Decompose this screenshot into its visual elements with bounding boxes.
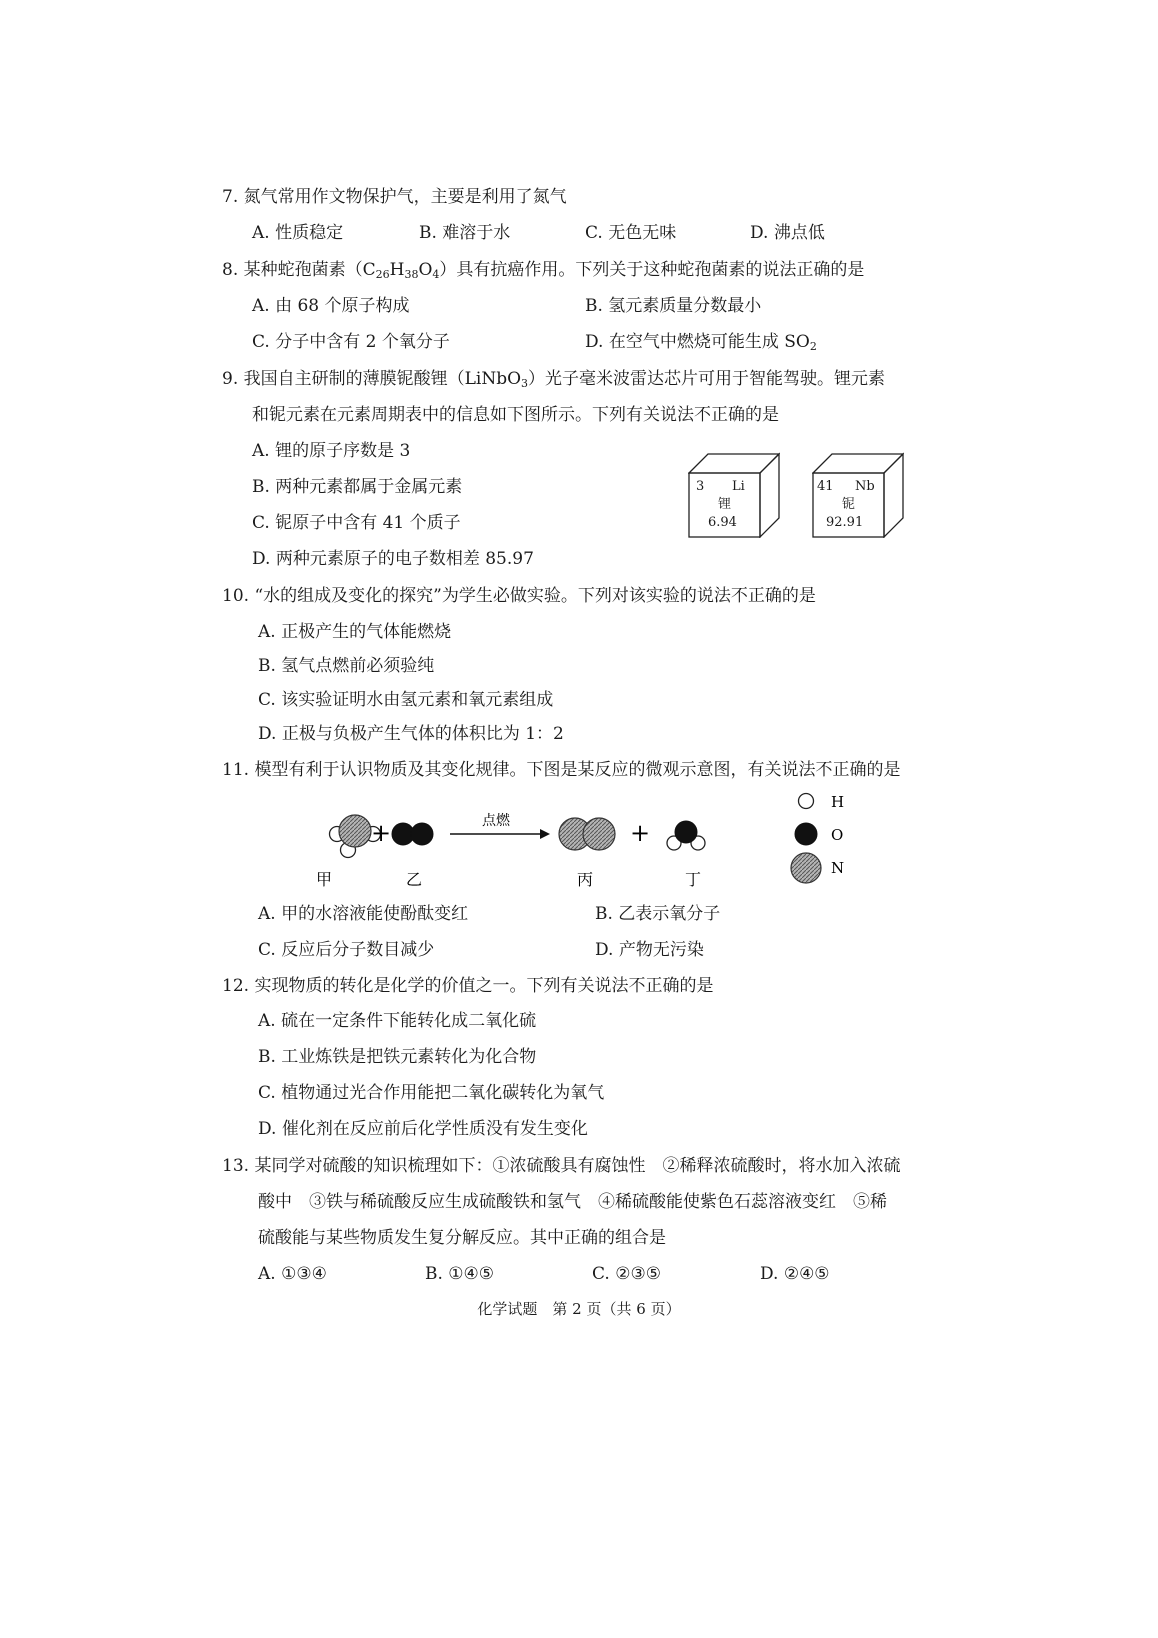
- q7-option-a: A. 性质稳定: [252, 223, 344, 243]
- q12-stem: 12. 实现物质的转化是化学的价值之一。下列有关说法不正确的是: [222, 976, 714, 996]
- label-yi: 乙: [406, 870, 423, 889]
- q7-stem: 7. 氮气常用作文物保护气，主要是利用了氮气: [222, 187, 567, 207]
- q10-option-c: C. 该实验证明水由氢元素和氧元素组成: [258, 690, 554, 710]
- q12-option-c: C. 植物通过光合作用能把二氧化碳转化为氧气: [258, 1083, 605, 1103]
- q7-option-c: C. 无色无味: [585, 223, 677, 243]
- q8-option-c: C. 分子中含有 2 个氧分子: [252, 332, 450, 352]
- q11-stem: 11. 模型有利于认识物质及其变化规律。下图是某反应的微观示意图，有关说法不正确的是: [222, 760, 901, 780]
- legend-n-atom: [791, 853, 821, 883]
- element-name-li: 锂: [718, 497, 732, 512]
- molecule-yi: [392, 823, 433, 845]
- q10-option-b: B. 氢气点燃前必须验纯: [258, 656, 435, 676]
- q10-stem: 10. “水的组成及变化的探究”为学生必做实验。下列对该实验的说法不正确的是: [222, 586, 816, 606]
- reaction-arrow: [450, 829, 550, 839]
- q10-option-d: D. 正极与负极产生气体的体积比为 1：2: [258, 724, 564, 744]
- reaction-diagram: [290, 790, 890, 890]
- label-ding: 丁: [685, 870, 702, 889]
- q13-stem-line2: 酸中 ③铁与稀硫酸反应生成硫酸铁和氢气 ④稀硫酸能使紫色石蕊溶液变红 ⑤稀: [258, 1192, 887, 1212]
- page-footer: 化学试题 第 2 页（共 6 页）: [477, 1300, 681, 1318]
- q12-option-b: B. 工业炼铁是把铁元素转化为化合物: [258, 1047, 537, 1067]
- q13-option-a: A. ①③④: [258, 1264, 327, 1284]
- q8-option-b: B. 氢元素质量分数最小: [585, 296, 762, 316]
- legend-h-atom: [799, 794, 814, 809]
- q11-option-b: B. 乙表示氧分子: [595, 904, 721, 924]
- q13-stem-line1: 13. 某同学对硫酸的知识梳理如下：①浓硫酸具有腐蚀性 ②稀释浓硫酸时，将水加入浓硫: [222, 1156, 901, 1176]
- legend-h-label: H: [831, 793, 845, 811]
- label-jia: 甲: [316, 870, 333, 889]
- q9-option-b: B. 两种元素都属于金属元素: [252, 477, 463, 497]
- q12-option-a: A. 硫在一定条件下能转化成二氧化硫: [258, 1011, 537, 1031]
- q9-option-d: D. 两种元素原子的电子数相差 85.97: [252, 549, 534, 569]
- q9-option-c: C. 铌原子中含有 41 个质子: [252, 513, 461, 533]
- q12-option-d: D. 催化剂在反应前后化学性质没有发生变化: [258, 1119, 588, 1139]
- element-card-nb: [812, 452, 904, 538]
- plus-sign: +: [630, 819, 651, 847]
- q13-option-c: C. ②③⑤: [592, 1264, 661, 1284]
- q10-option-a: A. 正极产生的气体能燃烧: [258, 622, 452, 642]
- legend-o-label: O: [831, 826, 844, 844]
- element-name-nb: 铌: [842, 497, 856, 512]
- q13-stem-line3: 硫酸能与某些物质发生复分解反应。其中正确的组合是: [258, 1228, 666, 1248]
- q8-option-a: A. 由 68 个原子构成: [252, 296, 410, 316]
- molecule-ding: [667, 821, 705, 850]
- label-bing: 丙: [577, 870, 594, 889]
- element-mass-li: 6.94: [708, 515, 737, 530]
- q11-option-a: A. 甲的水溶液能使酚酞变红: [258, 904, 469, 924]
- legend-o-atom: [795, 823, 817, 845]
- reaction-condition: 点燃: [482, 813, 510, 829]
- element-symbol-li: Li: [732, 479, 745, 494]
- element-number-li: 3: [696, 479, 705, 494]
- q9-stem-line2: 和铌元素在元素周期表中的信息如下图所示。下列有关说法不正确的是: [252, 405, 779, 425]
- plus-sign: +: [371, 819, 392, 847]
- q13-option-b: B. ①④⑤: [425, 1264, 495, 1284]
- atom-legend: [791, 793, 844, 883]
- element-number-nb: 41: [817, 479, 834, 494]
- element-mass-nb: 92.91: [826, 515, 864, 530]
- q9-stem-line1: 9. 我国自主研制的薄膜铌酸锂（LiNbO$_3$）光子毫米波雷达芯片可用于智能驾驶。锂元素: [222, 369, 886, 390]
- q8-option-d: D. 在空气中燃烧可能生成 $SO_2$: [585, 332, 817, 353]
- molecule-bing: [559, 818, 615, 850]
- element-symbol-nb: Nb: [855, 479, 875, 494]
- q7-option-d: D. 沸点低: [750, 223, 825, 243]
- legend-n-label: N: [831, 859, 845, 877]
- q8-stem: 8. 某种蛇孢菌素$(C_{26}H_{38}O_4)$具有抗癌作用。下列关于这种蛇孢菌素的说法正确的是: [222, 260, 865, 281]
- q11-option-c: C. 反应后分子数目减少: [258, 940, 435, 960]
- element-card-li: [688, 452, 780, 538]
- q9-option-a: A. 锂的原子序数是 3: [252, 441, 411, 461]
- q13-option-d: D. ②④⑤: [760, 1264, 830, 1284]
- q7-option-b: B. 难溶于水: [419, 223, 511, 243]
- q11-option-d: D. 产物无污染: [595, 940, 704, 960]
